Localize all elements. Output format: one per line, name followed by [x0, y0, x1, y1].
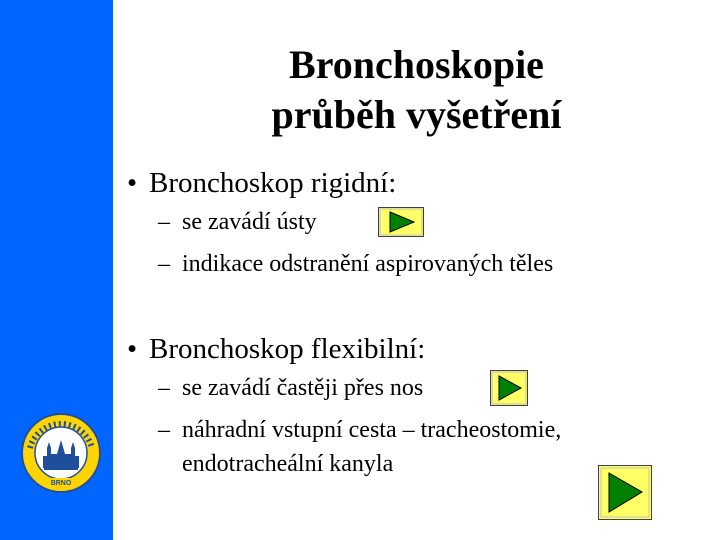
bullet-flexible-text: Bronchoskop flexibilní:	[149, 333, 426, 365]
slide-title	[113, 40, 720, 140]
sub-bullet-flexible-1	[158, 374, 423, 402]
sub-bullet-text: se zavádí ústy	[182, 209, 317, 235]
title-line-2: průběh vyšetření	[271, 92, 562, 137]
sub-bullet-text: indikace odstranění aspirovaných těles	[182, 251, 554, 277]
bullet-rigid-text: Bronchoskop rigidní:	[149, 167, 397, 199]
sub-bullet-rigid-1	[158, 208, 317, 236]
bullet-glyph: •	[127, 333, 138, 365]
bullet-glyph: •	[127, 167, 138, 199]
sub-bullet-text: náhradní vstupní cesta – tracheostomie,	[182, 417, 562, 443]
school-seal-logo	[16, 412, 106, 494]
play-action-button-flexible[interactable]	[490, 370, 528, 406]
sidebar-band	[0, 0, 113, 540]
svg-text:BRNO: BRNO	[50, 480, 72, 487]
dash-glyph: –	[158, 417, 170, 443]
dash-glyph: –	[158, 251, 170, 277]
sub-bullet-flexible-2	[158, 416, 561, 444]
sub-bullet-flexible-2-continuation: endotracheální kanyla	[182, 451, 394, 477]
sub-bullet-rigid-2	[158, 250, 553, 278]
sub-bullet-text: se zavádí častěji přes nos	[182, 375, 424, 401]
title-line-1: Bronchoskopie	[289, 42, 544, 87]
dash-glyph: –	[158, 375, 170, 401]
play-icon	[598, 465, 652, 520]
dash-glyph: –	[158, 209, 170, 235]
play-icon	[490, 370, 528, 406]
bullet-rigid	[127, 166, 396, 200]
play-icon	[378, 207, 424, 237]
bullet-flexible	[127, 332, 425, 366]
play-action-button-rigid[interactable]	[378, 207, 424, 237]
play-action-button-next[interactable]	[598, 465, 652, 520]
